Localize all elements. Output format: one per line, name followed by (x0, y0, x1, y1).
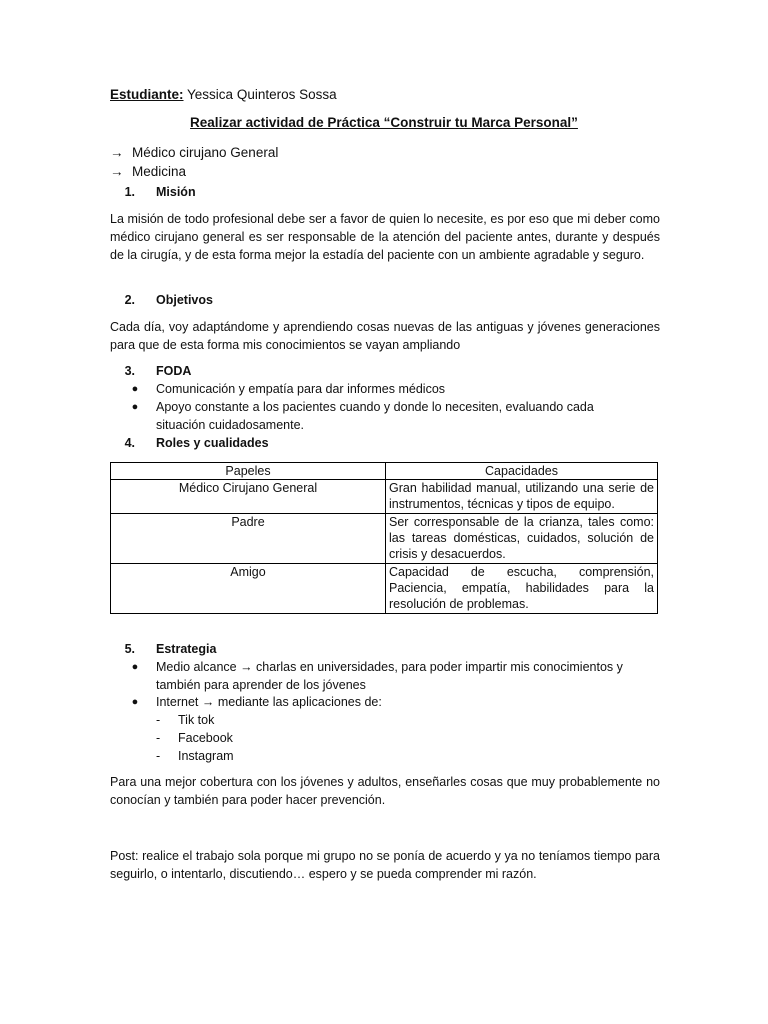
table-cell-role: Médico Cirujano General (111, 480, 386, 514)
table-row (111, 564, 658, 614)
arrow-icon: → (110, 145, 124, 160)
section-heading-objetivos: 2. Objetivos (124, 293, 213, 307)
table-cell-capacity: Capacidad de escucha, comprensión, Paciencia, empatía, habilidades para la resolución de problemas. (386, 564, 658, 614)
objetivos-paragraph: Cada día, voy adaptándome y aprendiendo cosas nuevas de las antiguas y jóvenes generaciones para que de esta forma mis conocimientos se vayan ampliando (110, 320, 660, 352)
app-name: Facebook (178, 731, 233, 745)
dash-icon: - (156, 713, 161, 727)
bullet-icon: ● (131, 696, 139, 708)
table-cell-role: Amigo (111, 564, 386, 614)
table-cell-role: Padre (111, 514, 386, 564)
foda-bullet-text: Apoyo constante a los pacientes cuando y donde lo necesiten, evaluando cada situación cuidadosamente. (156, 400, 594, 432)
bullet-icon: ● (131, 383, 139, 395)
app-name: Tik tok (178, 713, 215, 727)
estrategia-bullet-text: Medio alcance → charlas en universidades, para poder impartir mis conocimientos y también para aprender de los jóvenes (156, 660, 623, 692)
arrow-item-text: Medicina (132, 164, 187, 179)
table-cell-capacity: Gran habilidad manual, utilizando una serie de instrumentos, técnicas y tipos de equipo. (386, 480, 658, 514)
arrow-icon: → (110, 164, 124, 179)
section-heading-estrategia: 5. Estrategia (124, 642, 217, 656)
estrategia-closing-paragraph: Para una mejor cobertura con los jóvenes y adultos, enseñarles cosas que muy probablemente no conocían y también para poder hacer prevención. (110, 775, 660, 807)
table-header-row (111, 463, 658, 480)
foda-bullet-text: Comunicación y empatía para dar informes médicos (156, 382, 446, 396)
estrategia-bullet-text: Internet → mediante las aplicaciones de: (156, 695, 382, 709)
dash-icon: - (156, 731, 161, 745)
table-header: Capacidades (386, 463, 658, 480)
arrow-item-text: Médico cirujano General (132, 145, 279, 160)
arrow-item-2 (110, 164, 186, 179)
section-heading-foda: 3. FODA (124, 364, 192, 378)
table-cell-capacity: Ser corresponsable de la crianza, tales como: las tareas domésticas, cuidados, solución de crisis y desacuerdos. (386, 514, 658, 564)
table-header: Papeles (111, 463, 386, 480)
bullet-icon: ● (131, 401, 139, 413)
dash-icon: - (156, 749, 161, 763)
postscript-paragraph: Post: realice el trabajo sola porque mi grupo no se ponía de acuerdo y ya no teníamos tiempo para seguirlo, o intentarlo, discutiendo… espero y se pueda comprender mi razón. (110, 849, 660, 881)
section-heading-roles: 4. Roles y cualidades (124, 436, 269, 450)
roles-table (110, 462, 658, 614)
arrow-item-1 (110, 145, 278, 160)
app-list-item (156, 711, 214, 729)
app-name: Instagram (178, 749, 234, 763)
section-heading-mision: 1. Misión (124, 185, 196, 199)
student-label: Estudiante: (110, 87, 184, 102)
table-row (111, 514, 658, 564)
student-line (110, 87, 337, 102)
page-title: Realizar actividad de Práctica “Construir tu Marca Personal” (190, 115, 578, 130)
mision-paragraph: La misión de todo profesional debe ser a favor de quien lo necesite, es por eso que mi deber como médico cirujano general es ser responsable de la atención del paciente antes, durante y después de la cirugía, y de esta forma mejor la estadía del paciente con un ambiente agradable y seguro. (110, 212, 660, 262)
app-list-item (156, 729, 233, 747)
student-name: Yessica Quinteros Sossa (187, 87, 337, 102)
table-row (111, 480, 658, 514)
app-list-item (156, 747, 234, 765)
bullet-icon: ● (131, 661, 139, 673)
